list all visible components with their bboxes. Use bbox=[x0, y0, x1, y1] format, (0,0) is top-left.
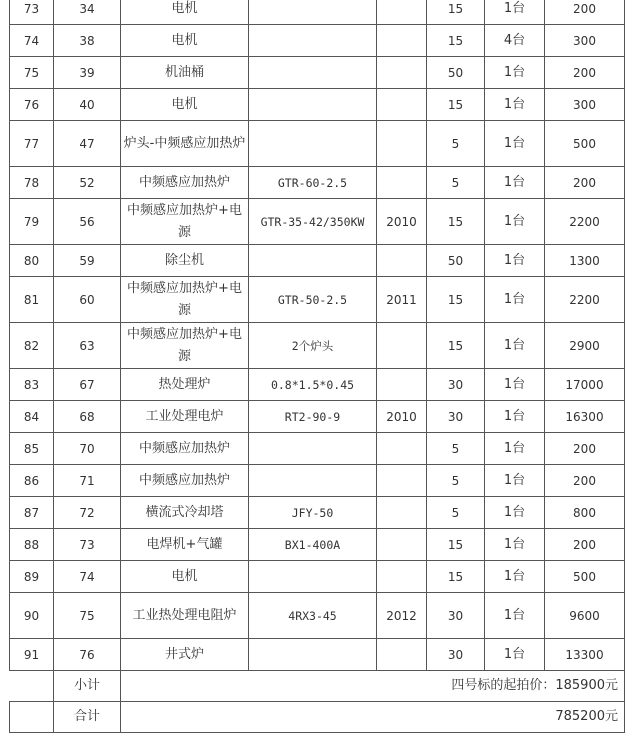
cell-lot: 73 bbox=[54, 529, 121, 561]
table-row bbox=[10, 369, 625, 401]
cell-qty: 1台 bbox=[485, 323, 545, 369]
cell-pct: 50 bbox=[427, 245, 485, 277]
cell-price: 13300 bbox=[545, 639, 625, 671]
cell-seq: 80 bbox=[10, 245, 54, 277]
cell-lot: 39 bbox=[54, 57, 121, 89]
cell-lot: 40 bbox=[54, 89, 121, 121]
cell-year bbox=[377, 497, 427, 529]
table-row bbox=[10, 199, 625, 245]
cell-year: 2010 bbox=[377, 401, 427, 433]
cell-model: 4RX3-45 bbox=[249, 593, 377, 639]
cell-year bbox=[377, 57, 427, 89]
cell-year bbox=[377, 323, 427, 369]
table-row bbox=[10, 0, 625, 25]
subtotal-label: 小计 bbox=[54, 671, 121, 702]
cell-name: 中频感应加热炉+电源 bbox=[121, 323, 249, 369]
cell-price: 2200 bbox=[545, 199, 625, 245]
cell-pct: 30 bbox=[427, 639, 485, 671]
cell-model bbox=[249, 433, 377, 465]
cell-seq: 74 bbox=[10, 25, 54, 57]
cell-name: 电焊机+气罐 bbox=[121, 529, 249, 561]
cell-qty: 1台 bbox=[485, 57, 545, 89]
cell-model: BX1-400A bbox=[249, 529, 377, 561]
cell-price: 9600 bbox=[545, 593, 625, 639]
cell-lot: 59 bbox=[54, 245, 121, 277]
subtotal-text: 四号标的起拍价：185900元 bbox=[121, 671, 625, 702]
cell-seq: 75 bbox=[10, 57, 54, 89]
cell-lot: 52 bbox=[54, 167, 121, 199]
cell-qty: 1台 bbox=[485, 561, 545, 593]
cell-year bbox=[377, 245, 427, 277]
cell-seq: 81 bbox=[10, 277, 54, 323]
cell-year bbox=[377, 433, 427, 465]
table-row bbox=[10, 277, 625, 323]
asset-table bbox=[9, 0, 625, 733]
cell-seq: 85 bbox=[10, 433, 54, 465]
cell-name: 中频感应加热炉+电源 bbox=[121, 277, 249, 323]
cell-lot: 60 bbox=[54, 277, 121, 323]
cell-name: 中频感应加热炉 bbox=[121, 465, 249, 497]
cell-seq: 89 bbox=[10, 561, 54, 593]
cell-lot: 76 bbox=[54, 639, 121, 671]
cell-lot: 74 bbox=[54, 561, 121, 593]
cell-seq: 76 bbox=[10, 89, 54, 121]
cell-qty: 1台 bbox=[485, 167, 545, 199]
cell-model: GTR-60-2.5 bbox=[249, 167, 377, 199]
cell-pct: 15 bbox=[427, 561, 485, 593]
cell-price: 2200 bbox=[545, 277, 625, 323]
table-footer bbox=[10, 671, 625, 733]
cell-year bbox=[377, 639, 427, 671]
cell-seq: 86 bbox=[10, 465, 54, 497]
cell-lot: 71 bbox=[54, 465, 121, 497]
total-row bbox=[10, 702, 625, 733]
cell-name: 电机 bbox=[121, 89, 249, 121]
cell-year bbox=[377, 89, 427, 121]
cell-name: 中频感应加热炉 bbox=[121, 167, 249, 199]
table-body bbox=[10, 0, 625, 671]
cell-qty: 1台 bbox=[485, 121, 545, 167]
cell-model bbox=[249, 89, 377, 121]
cell-year bbox=[377, 167, 427, 199]
cell-name: 工业热处理电阻炉 bbox=[121, 593, 249, 639]
cell-year bbox=[377, 0, 427, 25]
cell-model: JFY-50 bbox=[249, 497, 377, 529]
cell-seq: 84 bbox=[10, 401, 54, 433]
cell-lot: 56 bbox=[54, 199, 121, 245]
cell-pct: 15 bbox=[427, 323, 485, 369]
cell-year bbox=[377, 25, 427, 57]
cell-price: 200 bbox=[545, 433, 625, 465]
cell-price: 200 bbox=[545, 0, 625, 25]
cell-name: 横流式冷却塔 bbox=[121, 497, 249, 529]
cell-qty: 1台 bbox=[485, 245, 545, 277]
cell-price: 300 bbox=[545, 89, 625, 121]
cell-qty: 1台 bbox=[485, 0, 545, 25]
cell-price: 800 bbox=[545, 497, 625, 529]
cell-model bbox=[249, 0, 377, 25]
cell-model: GTR-35-42/350KW bbox=[249, 199, 377, 245]
table-row bbox=[10, 433, 625, 465]
cell-name: 除尘机 bbox=[121, 245, 249, 277]
cell-name: 中频感应加热炉+电源 bbox=[121, 199, 249, 245]
cell-name: 电机 bbox=[121, 561, 249, 593]
cell-qty: 1台 bbox=[485, 277, 545, 323]
cell-model bbox=[249, 245, 377, 277]
cell-price: 200 bbox=[545, 167, 625, 199]
cell-pct: 15 bbox=[427, 199, 485, 245]
cell-qty: 4台 bbox=[485, 25, 545, 57]
cell-pct: 15 bbox=[427, 529, 485, 561]
cell-year bbox=[377, 369, 427, 401]
total-label: 合计 bbox=[54, 702, 121, 733]
cell-model: GTR-50-2.5 bbox=[249, 277, 377, 323]
cell-model: 0.8*1.5*0.45 bbox=[249, 369, 377, 401]
cell-qty: 1台 bbox=[485, 465, 545, 497]
cell-seq: 87 bbox=[10, 497, 54, 529]
cell-lot: 47 bbox=[54, 121, 121, 167]
cell-lot: 72 bbox=[54, 497, 121, 529]
cell-model: 2个炉头 bbox=[249, 323, 377, 369]
cell-qty: 1台 bbox=[485, 639, 545, 671]
cell-model bbox=[249, 639, 377, 671]
cell-price: 16300 bbox=[545, 401, 625, 433]
table-row bbox=[10, 245, 625, 277]
cell-pct: 5 bbox=[427, 167, 485, 199]
table-row bbox=[10, 57, 625, 89]
cell-name: 热处理炉 bbox=[121, 369, 249, 401]
cell-qty: 1台 bbox=[485, 199, 545, 245]
cell-name: 井式炉 bbox=[121, 639, 249, 671]
table-row bbox=[10, 89, 625, 121]
cell-price: 200 bbox=[545, 465, 625, 497]
cell-qty: 1台 bbox=[485, 89, 545, 121]
table-row bbox=[10, 529, 625, 561]
cell-seq: 78 bbox=[10, 167, 54, 199]
cell-pct: 5 bbox=[427, 465, 485, 497]
subtotal-row bbox=[10, 671, 625, 702]
cell-lot: 67 bbox=[54, 369, 121, 401]
cell-lot: 68 bbox=[54, 401, 121, 433]
table-row bbox=[10, 639, 625, 671]
cell-price: 500 bbox=[545, 121, 625, 167]
cell-pct: 15 bbox=[427, 25, 485, 57]
cell-year bbox=[377, 561, 427, 593]
table-row bbox=[10, 401, 625, 433]
cell-model bbox=[249, 561, 377, 593]
cell-seq: 88 bbox=[10, 529, 54, 561]
cell-year bbox=[377, 465, 427, 497]
cell-year bbox=[377, 529, 427, 561]
cell-name: 电机 bbox=[121, 25, 249, 57]
table-row bbox=[10, 497, 625, 529]
cell-name: 机油桶 bbox=[121, 57, 249, 89]
cell-qty: 1台 bbox=[485, 369, 545, 401]
total-text: 785200元 bbox=[121, 702, 625, 733]
table-row bbox=[10, 167, 625, 199]
cell-year: 2012 bbox=[377, 593, 427, 639]
cell-pct: 15 bbox=[427, 0, 485, 25]
table-row bbox=[10, 561, 625, 593]
cell-qty: 1台 bbox=[485, 433, 545, 465]
cell-model bbox=[249, 121, 377, 167]
cell-price: 500 bbox=[545, 561, 625, 593]
cell-lot: 34 bbox=[54, 0, 121, 25]
cell-name: 电机 bbox=[121, 0, 249, 25]
cell-seq: 83 bbox=[10, 369, 54, 401]
cell-seq: 73 bbox=[10, 0, 54, 25]
cell-pct: 5 bbox=[427, 433, 485, 465]
cell-name: 中频感应加热炉 bbox=[121, 433, 249, 465]
cell-lot: 63 bbox=[54, 323, 121, 369]
cell-seq: 77 bbox=[10, 121, 54, 167]
table-row bbox=[10, 593, 625, 639]
table-row bbox=[10, 323, 625, 369]
table-row bbox=[10, 121, 625, 167]
cell-seq: 82 bbox=[10, 323, 54, 369]
cell-seq: 79 bbox=[10, 199, 54, 245]
cell-qty: 1台 bbox=[485, 497, 545, 529]
cell-pct: 5 bbox=[427, 121, 485, 167]
cell-price: 2900 bbox=[545, 323, 625, 369]
cell-model: RT2-90-9 bbox=[249, 401, 377, 433]
table-row bbox=[10, 25, 625, 57]
cell-name: 工业处理电炉 bbox=[121, 401, 249, 433]
cell-model bbox=[249, 57, 377, 89]
cell-qty: 1台 bbox=[485, 529, 545, 561]
cell-seq: 90 bbox=[10, 593, 54, 639]
cell-lot: 70 bbox=[54, 433, 121, 465]
cell-name: 炉头-中频感应加热炉 bbox=[121, 121, 249, 167]
cell-pct: 50 bbox=[427, 57, 485, 89]
cell-qty: 1台 bbox=[485, 593, 545, 639]
cell-pct: 5 bbox=[427, 497, 485, 529]
table-row bbox=[10, 465, 625, 497]
cell-year: 2010 bbox=[377, 199, 427, 245]
cell-model bbox=[249, 465, 377, 497]
cell-qty: 1台 bbox=[485, 401, 545, 433]
cell-lot: 38 bbox=[54, 25, 121, 57]
cell-model bbox=[249, 25, 377, 57]
cell-price: 1300 bbox=[545, 245, 625, 277]
cell-price: 200 bbox=[545, 529, 625, 561]
cell-pct: 30 bbox=[427, 593, 485, 639]
cell-price: 17000 bbox=[545, 369, 625, 401]
cell-price: 300 bbox=[545, 25, 625, 57]
cell-price: 200 bbox=[545, 57, 625, 89]
cell-year bbox=[377, 121, 427, 167]
cell-pct: 15 bbox=[427, 277, 485, 323]
cell-pct: 15 bbox=[427, 89, 485, 121]
cell-seq: 91 bbox=[10, 639, 54, 671]
cell-lot: 75 bbox=[54, 593, 121, 639]
cell-year: 2011 bbox=[377, 277, 427, 323]
cell-pct: 30 bbox=[427, 401, 485, 433]
cell-pct: 30 bbox=[427, 369, 485, 401]
